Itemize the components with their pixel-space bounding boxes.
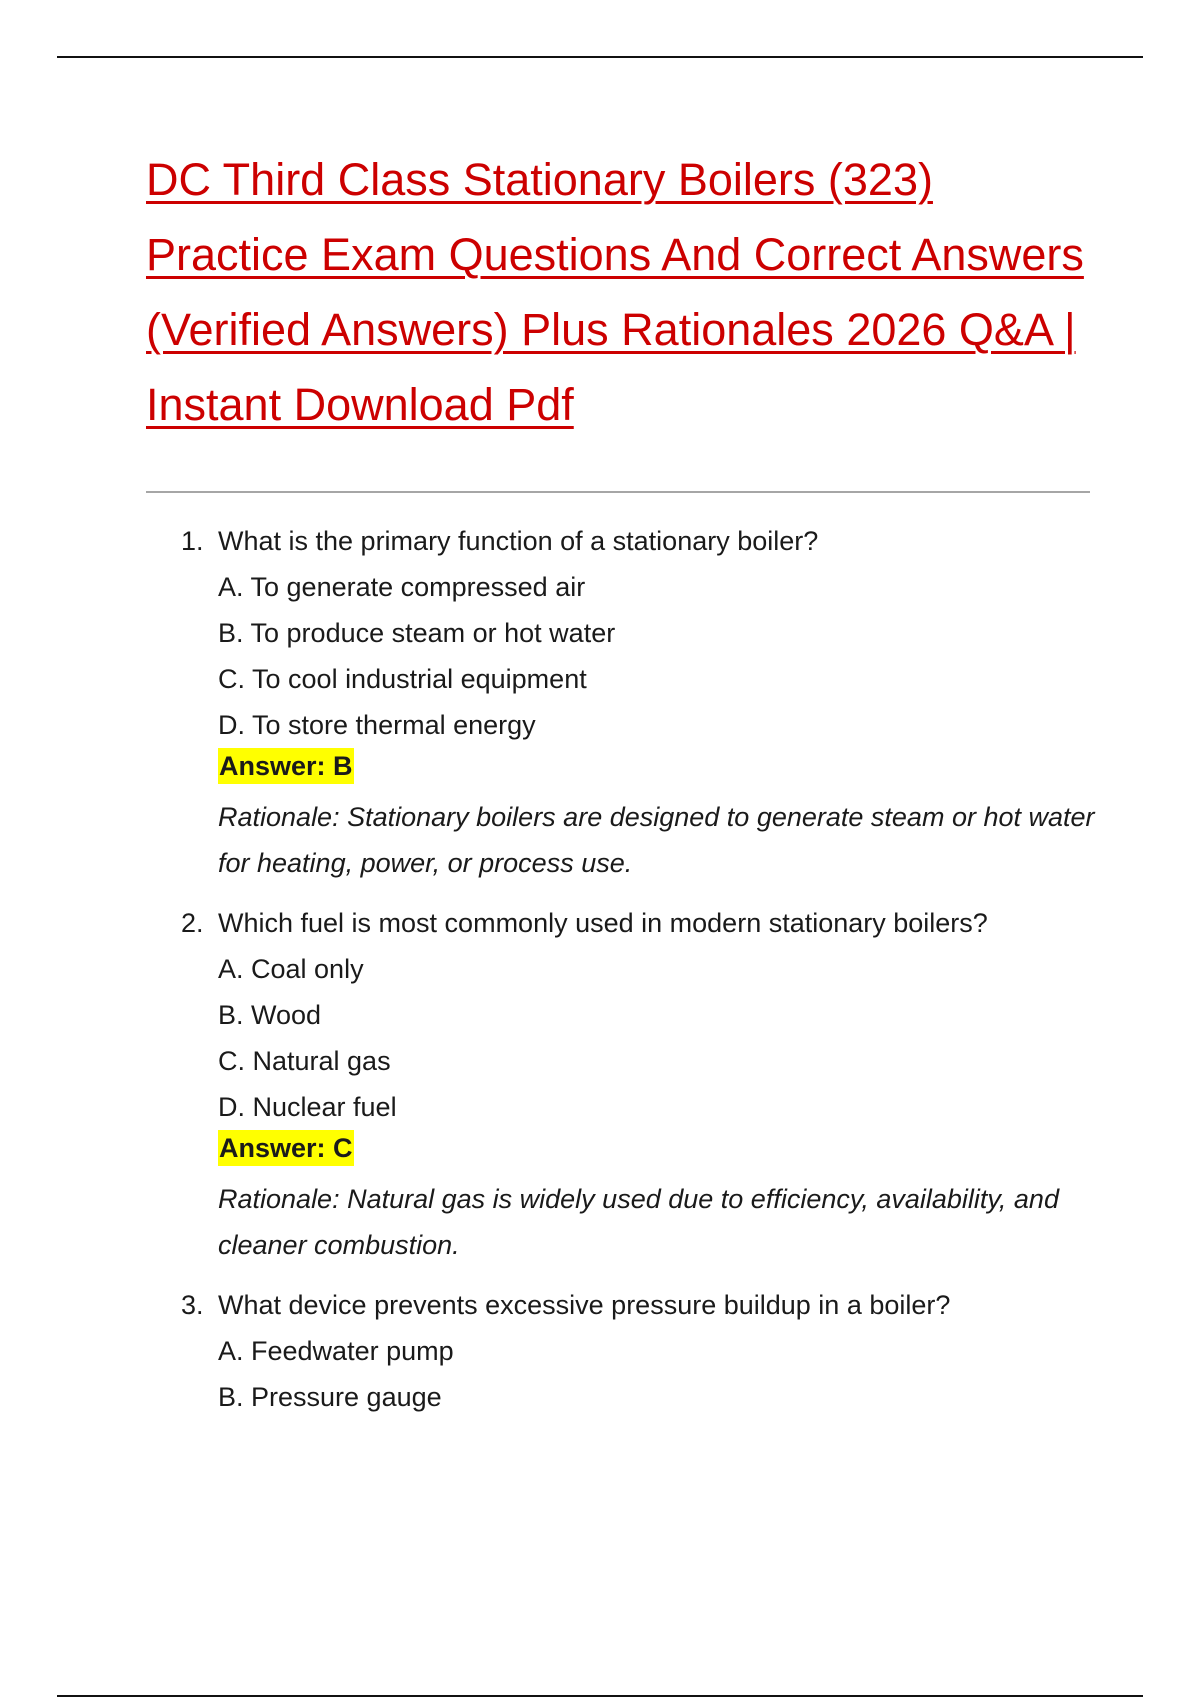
answer-label: Answer: C — [218, 1130, 354, 1166]
question-text: What is the primary function of a stationary boiler? — [218, 526, 819, 556]
option-a: A. Feedwater pump — [218, 1336, 454, 1366]
option-a: A. To generate compressed air — [218, 572, 586, 602]
question-text: What device prevents excessive pressure buildup in a boiler? — [218, 1290, 951, 1320]
question-list — [0, 518, 1200, 1434]
rationale-text: Rationale: Stationary boilers are designed to generate steam or hot water for heating, power, or process use. — [218, 802, 1095, 878]
option-d: D. Nuclear fuel — [218, 1092, 397, 1122]
option-b: B. Pressure gauge — [218, 1382, 442, 1412]
question-text: Which fuel is most commonly used in modern stationary boilers? — [218, 908, 988, 938]
option-d: D. To store thermal energy — [218, 710, 536, 740]
title-separator — [146, 491, 1090, 493]
option-b: B. Wood — [218, 1000, 322, 1030]
option-c: C. To cool industrial equipment — [218, 664, 587, 694]
document-title: DC Third Class Stationary Boilers (323) Practice Exam Questions And Correct Answers (Verified Answers) Plus Rationales 2026 Q&A | Instant Download Pdf — [146, 154, 1084, 430]
page-top-rule — [57, 56, 1143, 58]
question-3 — [0, 1282, 1200, 1420]
question-number: 3. — [181, 1290, 204, 1320]
question-number: 1. — [181, 526, 204, 556]
answer-label: Answer: B — [218, 748, 354, 784]
question-number: 2. — [181, 908, 204, 938]
option-a: A. Coal only — [218, 954, 364, 984]
answer-row — [218, 748, 1100, 794]
option-c: C. Natural gas — [218, 1046, 391, 1076]
page-bottom-rule — [57, 1695, 1143, 1697]
answer-row — [218, 1130, 1100, 1176]
question-2 — [0, 900, 1200, 1268]
question-1 — [0, 518, 1200, 886]
rationale-text: Rationale: Natural gas is widely used due to efficiency, availability, and cleaner combustion. — [218, 1184, 1059, 1260]
option-b: B. To produce steam or hot water — [218, 618, 616, 648]
